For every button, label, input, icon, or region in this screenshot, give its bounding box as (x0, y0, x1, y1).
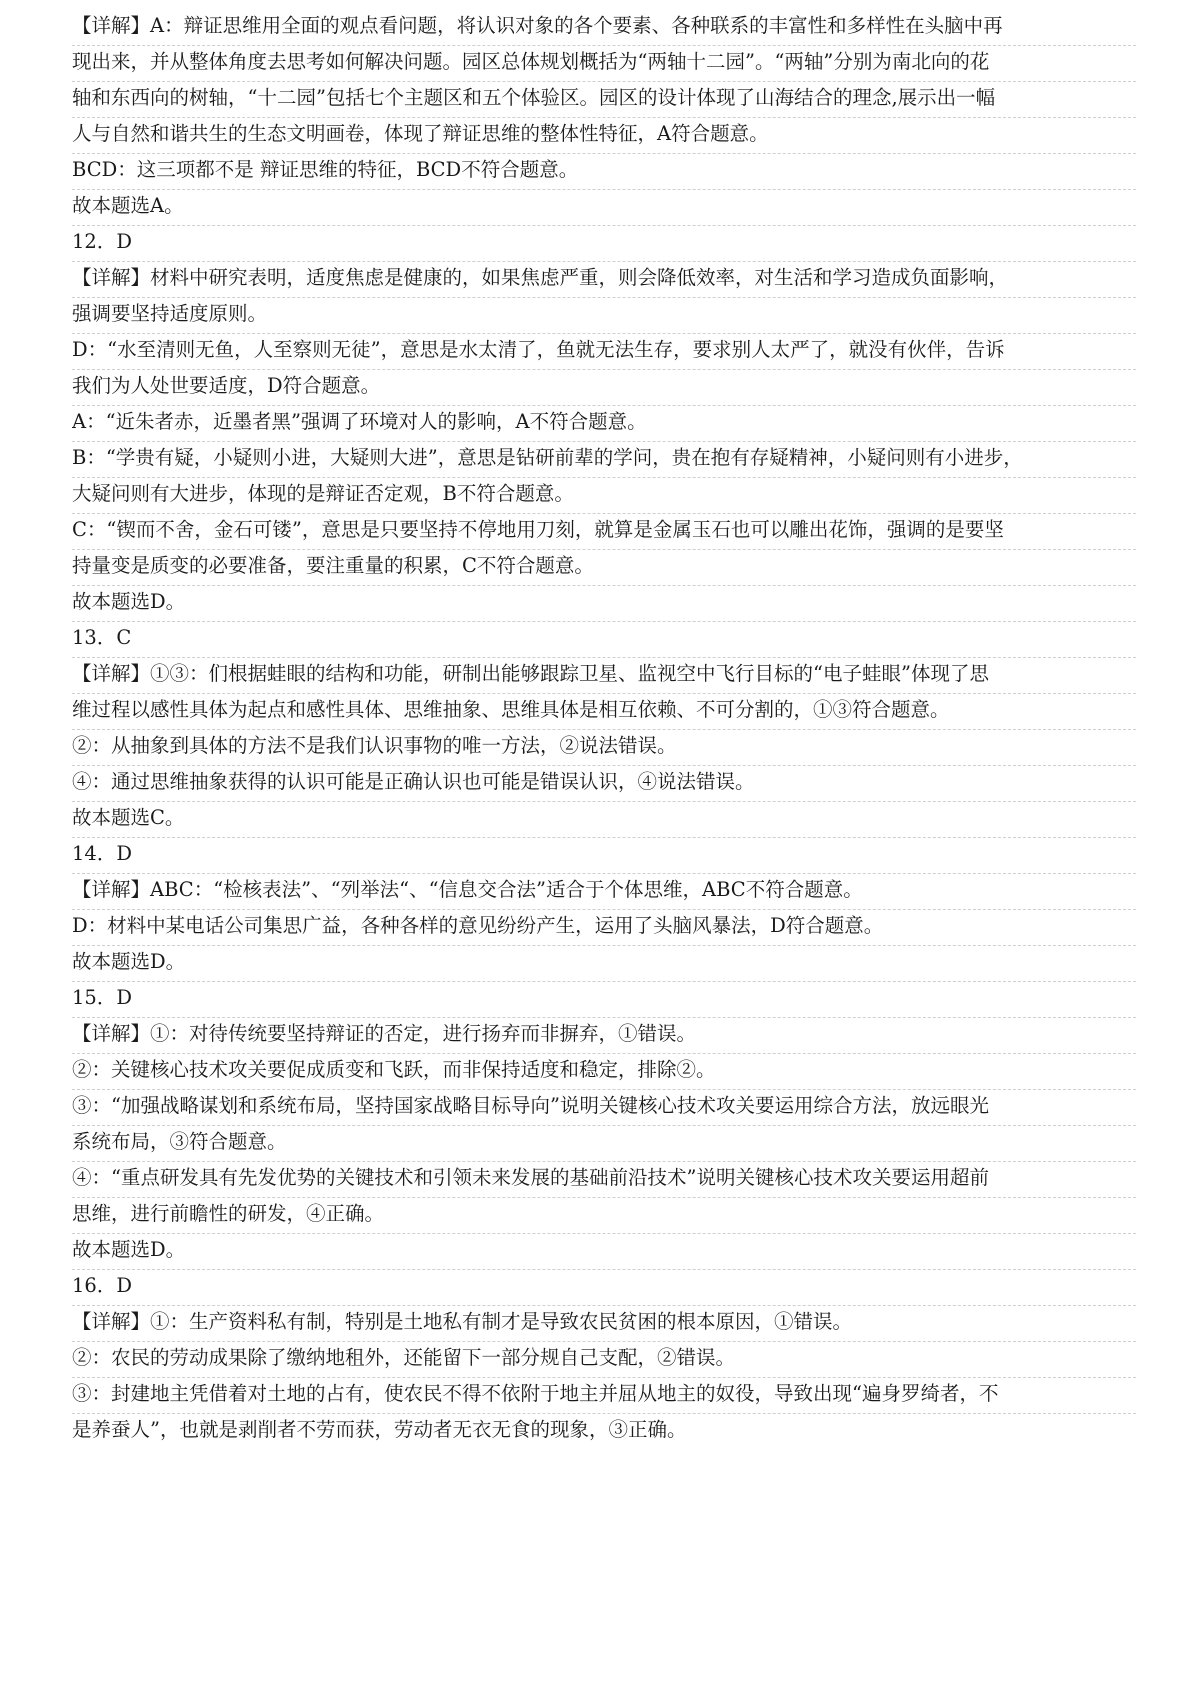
dotted-rule (72, 1053, 1136, 1054)
dotted-rule (72, 837, 1136, 838)
dotted-rule (72, 405, 1136, 406)
text-line: 【详解】①：对待传统要坚持辩证的否定，进行扬弃而非摒弃，①错误。 (72, 1022, 697, 1045)
text-line: 持量变是质变的必要准备，要注重量的积累，C不符合题意。 (72, 554, 594, 577)
dotted-rule (72, 297, 1136, 298)
text-line: ③：封建地主凭借着对土地的占有，使农民不得不依附于地主并屈从地主的奴役，导致出现“遍身罗绮者，不 (72, 1382, 999, 1405)
text-line: 系统布局，③符合题意。 (72, 1130, 287, 1153)
text-line: ④：“重点研发具有先发优势的关键技术和引领未来发展的基础前沿技术”说明关键核心技术攻关要运用超前 (72, 1166, 989, 1189)
dotted-rule (72, 1377, 1136, 1378)
dotted-rule (72, 873, 1136, 874)
dotted-rule (72, 621, 1136, 622)
question-number: 13．C (72, 626, 132, 649)
text-line: 【详解】①③：们根据蛙眼的结构和功能，研制出能够跟踪卫星、监视空中飞行目标的“电子蛙眼”体现了思 (72, 662, 989, 685)
dotted-rule (72, 657, 1136, 658)
text-line: 【详解】A：辩证思维用全面的观点看问题，将认识对象的各个要素、各种联系的丰富性和多样性在头脑中再 (72, 14, 1003, 37)
dotted-rule (72, 477, 1136, 478)
text-line: 强调要坚持适度原则。 (72, 302, 268, 325)
text-line: D：材料中某电话公司集思广益，各种各样的意见纷纷产生，运用了头脑风暴法，D符合题意。 (72, 914, 884, 937)
text-line: A：“近朱者赤，近墨者黑”强调了环境对人的影响，A不符合题意。 (72, 410, 647, 433)
text-line: 现出来，并从整体角度去思考如何解决问题。园区总体规划概括为“两轴十二园”。“两轴”分别为南北向的花 (72, 50, 990, 73)
dotted-rule (72, 1197, 1136, 1198)
dotted-rule (72, 693, 1136, 694)
text-line: 【详解】材料中研究表明，适度焦虑是健康的，如果焦虑严重，则会降低效率，对生活和学习造成负面影响， (72, 266, 1009, 289)
dotted-rule (72, 81, 1136, 82)
text-line: B：“学贵有疑，小疑则小进，大疑则大进”，意思是钻研前辈的学问，贵在抱有存疑精神，小疑问则有小进步， (72, 446, 1023, 469)
dotted-rule (72, 153, 1136, 154)
dotted-rule (72, 45, 1136, 46)
dotted-rule (72, 549, 1136, 550)
dotted-rule (72, 729, 1136, 730)
text-line: 人与自然和谐共生的生态文明画卷，体现了辩证思维的整体性特征，A符合题意。 (72, 122, 769, 145)
dotted-rule (72, 1341, 1136, 1342)
dotted-rule (72, 1089, 1136, 1090)
text-line: C：“锲而不舍，金石可镂”，意思是只要坚持不停地用刀刻，就算是金属玉石也可以雕出花饰，强调的是要坚 (72, 518, 1004, 541)
text-line: 思维，进行前瞻性的研发，④正确。 (72, 1202, 385, 1225)
text-line: BCD：这三项都不是 辩证思维的特征，BCD不符合题意。 (72, 158, 579, 181)
dotted-rule (72, 585, 1136, 586)
question-number: 15．D (72, 986, 132, 1009)
text-line: ②：关键核心技术攻关要促成质变和飞跃，而非保持适度和稳定，排除②。 (72, 1058, 716, 1081)
dotted-rule (72, 1269, 1136, 1270)
dotted-rule (72, 1233, 1136, 1234)
text-line: ③：“加强战略谋划和系统布局，坚持国家战略目标导向”说明关键核心技术攻关要运用综合方法，放远眼光 (72, 1094, 989, 1117)
text-line: 是养蚕人”，也就是剥削者不劳而获，劳动者无衣无食的现象，③正确。 (72, 1418, 687, 1441)
dotted-rule (72, 333, 1136, 334)
dotted-rule (72, 189, 1136, 190)
dotted-rule (72, 1125, 1136, 1126)
dotted-rule (72, 1017, 1136, 1018)
dotted-rule (72, 369, 1136, 370)
text-line: D：“水至清则无鱼，人至察则无徒”，意思是水太清了，鱼就无法生存，要求别人太严了，就没有伙伴，告诉 (72, 338, 1005, 361)
question-number: 16．D (72, 1274, 132, 1297)
text-line: ②：农民的劳动成果除了缴纳地租外，还能留下一部分规自己支配，②错误。 (72, 1346, 736, 1369)
text-line: 我们为人处世要适度，D符合题意。 (72, 374, 381, 397)
dotted-rule (72, 765, 1136, 766)
question-number: 14．D (72, 842, 132, 865)
dotted-rule (72, 441, 1136, 442)
text-line: ②：从抽象到具体的方法不是我们认识事物的唯一方法，②说法错误。 (72, 734, 677, 757)
text-line: 故本题选D。 (72, 950, 186, 973)
dotted-rule (72, 1305, 1136, 1306)
dotted-rule (72, 513, 1136, 514)
dotted-rule (72, 1161, 1136, 1162)
dotted-rule (72, 981, 1136, 982)
text-line: 【详解】①：生产资料私有制，特别是土地私有制才是导致农民贫困的根本原因，①错误。 (72, 1310, 853, 1333)
text-line: 大疑问则有大进步，体现的是辩证否定观，B不符合题意。 (72, 482, 574, 505)
text-line: 故本题选A。 (72, 194, 184, 217)
question-number: 12．D (72, 230, 132, 253)
text-line: 【详解】ABC：“检核表法”、“列举法“、“信息交合法”适合于个体思维，ABC不符合题意。 (72, 878, 863, 901)
dotted-rule (72, 225, 1136, 226)
text-line: 维过程以感性具体为起点和感性具体、思维抽象、思维具体是相互依赖、不可分割的，①③符合题意。 (72, 698, 950, 721)
text-line: 轴和东西向的树轴，“十二园”包括七个主题区和五个体验区。园区的设计体现了山海结合的理念,展示出一幅 (72, 86, 996, 109)
text-line: 故本题选D。 (72, 1238, 186, 1261)
dotted-rule (72, 801, 1136, 802)
dotted-rule (72, 261, 1136, 262)
dotted-rule (72, 117, 1136, 118)
dotted-rule (72, 909, 1136, 910)
dotted-rule (72, 1413, 1136, 1414)
text-line: 故本题选C。 (72, 806, 185, 829)
dotted-rule (72, 945, 1136, 946)
text-line: 故本题选D。 (72, 590, 186, 613)
text-line: ④：通过思维抽象获得的认识可能是正确认识也可能是错误认识，④说法错误。 (72, 770, 755, 793)
